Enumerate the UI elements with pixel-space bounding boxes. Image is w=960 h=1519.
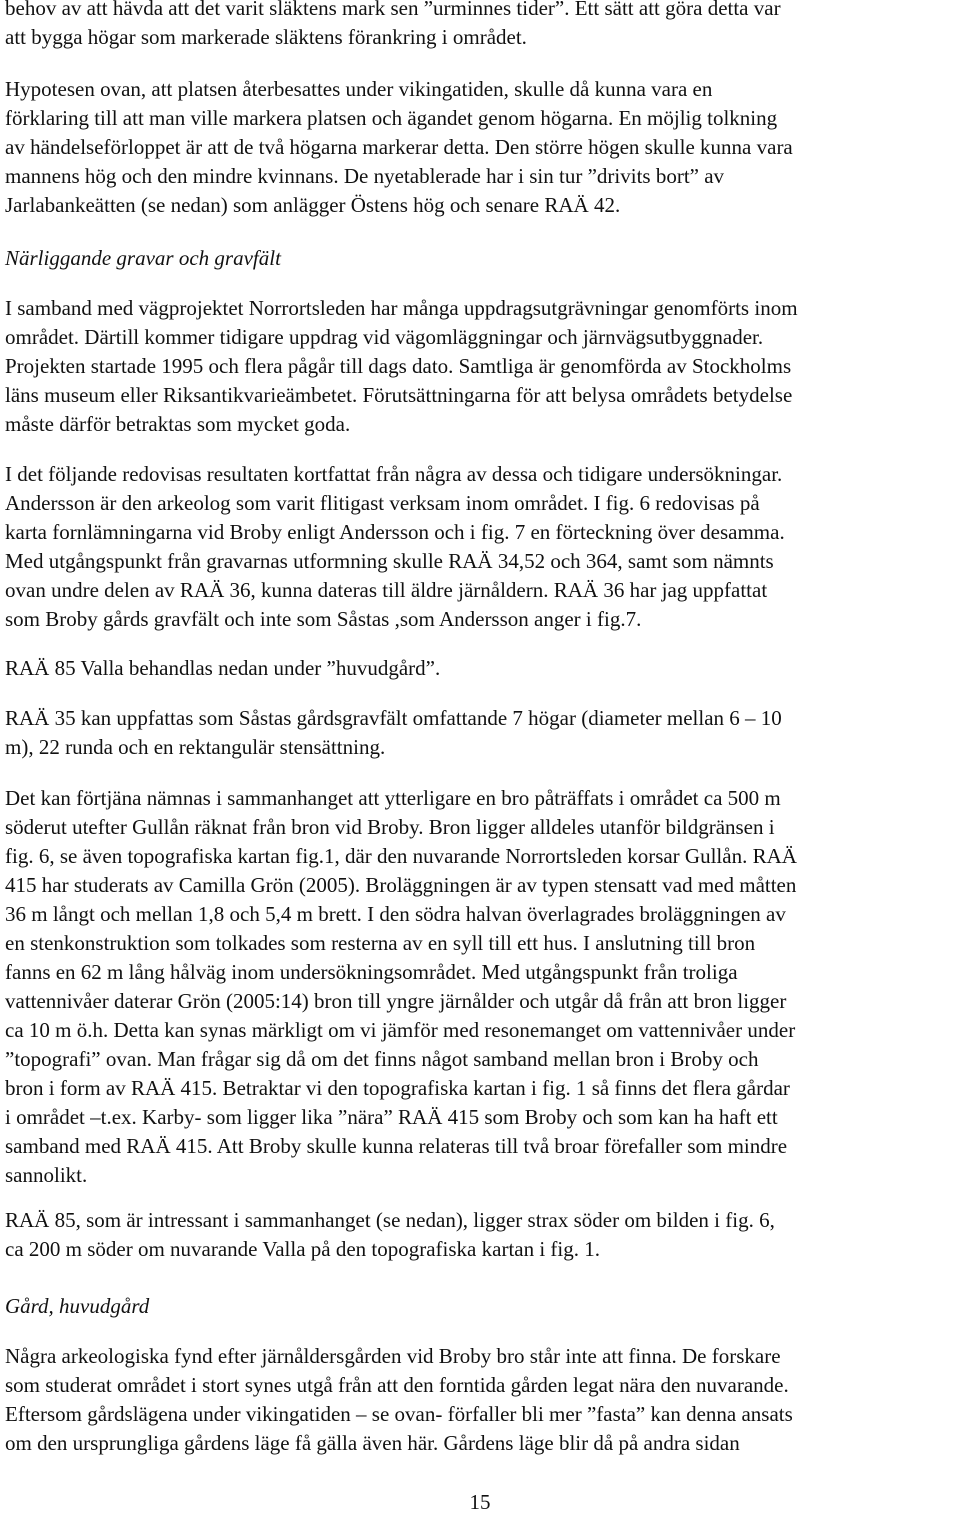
paragraph <box>5 784 955 1190</box>
text-line: fanns en 62 m lång hålväg inom undersökningsområdet. Med utgångspunkt från troliga <box>5 960 738 984</box>
text-line: ca 10 m ö.h. Detta kan synas märkligt om vi jämför med resonemanget om vattennivåer under <box>5 1018 796 1042</box>
paragraph <box>5 654 955 683</box>
page-number: 15 <box>469 1490 491 1514</box>
text-line: karta fornlämningarna vid Broby enligt Andersson och i fig. 7 en förteckning över desamma. <box>5 520 785 544</box>
heading-text: Gård, huvudgård <box>5 1294 150 1318</box>
text-line: ovan undre delen av RAÄ 36, kunna dateras till äldre järnåldern. RAÄ 36 har jag uppfattat <box>5 578 768 602</box>
text-line: måste därför betraktas som mycket goda. <box>5 412 351 436</box>
heading-text: Närliggande gravar och gravfält <box>5 246 281 270</box>
paragraph <box>5 1206 955 1264</box>
text-line: fig. 6, se även topografiska kartan fig.1, där den nuvarande Norrortsleden korsar Gullån. RAÄ <box>5 844 797 868</box>
text-line: Jarlabankeätten (se nedan) som anlägger Östens hög och senare RAÄ 42. <box>5 193 621 217</box>
text-line: av händelseförloppet är att de två högarna markerar detta. Den större högen skulle kunna vara <box>5 135 793 159</box>
text-line: ”topografi” ovan. Man frågar sig då om det finns något samband mellan bron i Broby och <box>5 1047 759 1071</box>
text-line: RAÄ 35 kan uppfattas som Såstas gårdsgravfält omfattande 7 högar (diameter mellan 6 – 10 <box>5 706 782 730</box>
text-line: Några arkeologiska fynd efter järnåldersgården vid Broby bro står inte att finna. De forskare <box>5 1344 781 1368</box>
text-line: Med utgångspunkt från gravarnas utformning skulle RAÄ 34,52 och 364, samt som nämnts <box>5 549 774 573</box>
text-line: sannolikt. <box>5 1163 88 1187</box>
text-line: läns museum eller Riksantikvarieämbetet. Förutsättningarna för att belysa områdets betydelse <box>5 383 793 407</box>
text-line: behov av att hävda att det varit släktens mark sen ”urminnes tider”. Ett sätt att göra detta var <box>5 0 781 20</box>
text-line: RAÄ 85, som är intressant i sammanhanget (se nedan), ligger strax söder om bilden i fig. 6, <box>5 1208 775 1232</box>
text-line: 415 har studerats av Camilla Grön (2005). Broläggningen är av typen stensatt vad med måtten <box>5 873 797 897</box>
text-line: ca 200 m söder om nuvarande Valla på den topografiska kartan i fig. 1. <box>5 1237 601 1261</box>
text-line: bron i form av RAÄ 415. Betraktar vi den topografiska kartan i fig. 1 så finns det flera gårdar <box>5 1076 790 1100</box>
text-line: samband med RAÄ 415. Att Broby skulle kunna relateras till två broar förefaller som mindre <box>5 1134 788 1158</box>
text-line: som Broby gårds gravfält och inte som Såstas ,som Andersson anger i fig.7. <box>5 607 642 631</box>
text-line: m), 22 runda och en rektangulär stensättning. <box>5 735 386 759</box>
text-line: i området –t.ex. Karby- som ligger lika ”nära” RAÄ 415 som Broby och som kan ha haft ett <box>5 1105 778 1129</box>
text-line: att bygga högar som markerade släktens förankring i området. <box>5 25 527 49</box>
paragraph <box>5 294 955 439</box>
paragraph <box>5 1342 955 1458</box>
section-heading <box>5 1292 955 1321</box>
paragraph <box>5 0 955 52</box>
paragraph <box>5 704 955 762</box>
text-line: mannens hög och den mindre kvinnans. De nyetablerade har i sin tur ”drivits bort” av <box>5 164 725 188</box>
text-line: 36 m långt och mellan 1,8 och 5,4 m brett. I den södra halvan överlagrades broläggningen av <box>5 902 786 926</box>
paragraph <box>5 460 955 634</box>
paragraph <box>5 75 955 220</box>
text-line: Andersson är den arkeolog som varit flitigast verksam inom området. I fig. 6 redovisas på <box>5 491 760 515</box>
section-heading <box>5 244 955 273</box>
text-line: området. Därtill kommer tidigare uppdrag vid vägomläggningar och järnvägsutbyggnader. <box>5 325 764 349</box>
text-line: förklaring till att man ville markera platsen och ägandet genom högarna. En möjlig tolkning <box>5 106 778 130</box>
text-line: söderut utefter Gullån räknat från bron vid Broby. Bron ligger alldeles utanför bildgränsen i <box>5 815 775 839</box>
text-line: som studerat området i stort synes utgå från att den forntida gården legat nära den nuvarande. <box>5 1373 789 1397</box>
text-line: en stenkonstruktion som tolkades som resterna av en syll till ett hus. I anslutning till bron <box>5 931 756 955</box>
text-line: vattennivåer daterar Grön (2005:14) bron till yngre järnålder och utgår då från att bron ligger <box>5 989 787 1013</box>
text-line: RAÄ 85 Valla behandlas nedan under ”huvudgård”. <box>5 656 441 680</box>
text-line: I det följande redovisas resultaten kortfattat från några av dessa och tidigare undersökningar. <box>5 462 783 486</box>
text-line: Hypotesen ovan, att platsen återbesattes under vikingatiden, skulle då kunna vara en <box>5 77 713 101</box>
text-line: I samband med vägprojektet Norrortsleden har många uppdragsutgrävningar genomförts inom <box>5 296 798 320</box>
text-line: Det kan förtjäna nämnas i sammanhanget att ytterligare en bro påträffats i området ca 500 m <box>5 786 781 810</box>
text-line: Projekten startade 1995 och flera pågår till dags dato. Samtliga är genomförda av Stockholms <box>5 354 792 378</box>
text-line: Eftersom gårdslägena under vikingatiden – se ovan- förfaller bli mer ”fasta” kan denna ansats <box>5 1402 793 1426</box>
text-line: om den ursprungliga gårdens läge få gälla även här. Gårdens läge blir då på andra sidan <box>5 1431 740 1455</box>
